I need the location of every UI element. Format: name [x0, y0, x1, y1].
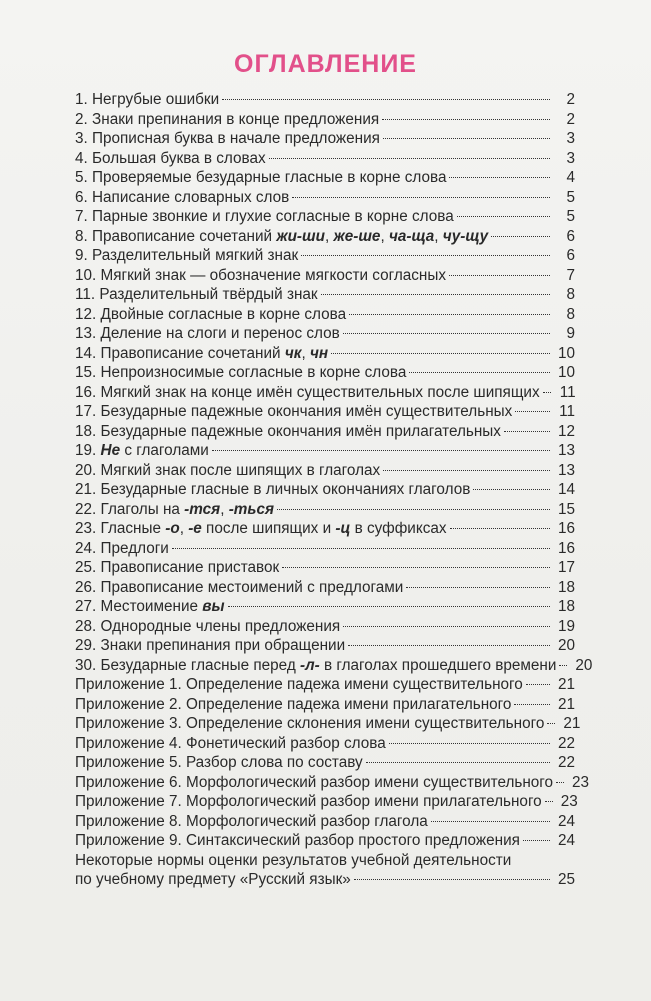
toc-entry-title — [75, 383, 540, 403]
dot-leader — [449, 275, 550, 276]
toc-entry — [75, 324, 575, 344]
dot-leader — [526, 684, 550, 685]
toc-entry-text: 6. Написание словарных слов — [75, 188, 290, 206]
toc-page-number: 18 — [557, 578, 575, 596]
toc-entry-title — [75, 852, 511, 869]
toc-entry-text: 3. Прописная буква в начале предложения — [75, 130, 380, 147]
toc-entry — [75, 266, 575, 286]
toc-entry-text: 13. Деление на слоги и перенос слов — [75, 325, 340, 342]
toc-page-number: 23 — [572, 773, 590, 791]
toc-entry-text: Приложение 3. Определение склонения имени существительного — [75, 715, 545, 732]
toc-entry-title — [75, 188, 289, 208]
toc-entry-title — [75, 519, 447, 539]
toc-entry-text: 9. Разделительный мягкий знак — [75, 247, 299, 264]
toc-entry-text: 26. Правописание местоимений с предлогами — [75, 578, 404, 596]
toc-page-number: 6 — [566, 227, 575, 245]
toc-page-number: 25 — [557, 871, 575, 888]
toc-entry-text: после шипящих и — [201, 520, 336, 537]
dot-leader — [277, 509, 550, 510]
toc-entry-title — [75, 792, 542, 812]
toc-entry-emphasis: ча-ща — [388, 227, 435, 245]
toc-entry-emphasis: -е — [188, 520, 202, 537]
toc-entry — [75, 714, 581, 734]
toc-entry — [75, 812, 575, 832]
toc-entry-text: 16. Мягкий знак на конце имён существительных после шипящих — [75, 383, 540, 401]
toc-page-number: 19 — [557, 617, 575, 635]
toc-entry-title — [75, 441, 209, 461]
toc-entry — [75, 519, 575, 539]
dot-leader — [523, 840, 550, 841]
dot-leader — [269, 158, 550, 159]
toc-entry-emphasis: чн — [309, 344, 329, 362]
toc-entry-text: 20. Мягкий знак после шипящих в глаголах — [75, 461, 381, 479]
toc-entry-title — [75, 617, 340, 637]
dot-leader — [383, 138, 550, 139]
toc-entry-text: 5. Проверяемые безударные гласные в корне слова — [75, 169, 447, 186]
toc-entry-text: в глаголах прошедшего времени — [319, 656, 557, 674]
toc-entry-title — [75, 714, 544, 734]
toc-entry-title — [75, 597, 225, 617]
toc-entry — [75, 500, 575, 520]
dot-leader — [514, 704, 550, 705]
toc-entry-title — [75, 402, 512, 422]
toc-page-number: 2 — [566, 91, 575, 108]
toc-entry-title — [75, 578, 403, 598]
toc-entry — [75, 188, 575, 208]
dot-leader — [321, 294, 550, 295]
toc-entry-title — [75, 149, 266, 169]
dot-leader — [457, 216, 550, 217]
toc-entry — [75, 383, 575, 403]
toc-entry — [75, 539, 575, 559]
toc-entry-title — [75, 461, 380, 481]
dot-leader — [491, 236, 550, 237]
toc-entry — [75, 870, 575, 890]
toc-entry — [75, 168, 575, 188]
toc-entry-text: , — [324, 227, 334, 245]
toc-page-number: 14 — [557, 481, 575, 498]
toc-page-number: 20 — [575, 656, 593, 674]
toc-page-number: 16 — [557, 539, 575, 557]
toc-entry-text: , — [301, 344, 310, 362]
toc-entry-title — [75, 344, 328, 364]
toc-entry — [75, 305, 575, 325]
toc-entry — [75, 792, 578, 812]
toc-entry-text: 18. Безударные падежные окончания имён прилагательных — [75, 422, 501, 440]
dot-leader — [228, 606, 550, 607]
dot-leader — [172, 548, 550, 549]
toc-entry — [75, 110, 575, 130]
toc-page-number: 21 — [557, 676, 575, 693]
toc-entry-text: , — [179, 520, 189, 537]
toc-entry-title — [75, 168, 446, 188]
toc-entry-text: 4. Большая буква в словах — [75, 149, 266, 167]
toc-entry — [75, 422, 575, 442]
toc-entry — [75, 441, 575, 461]
toc-entry-text: 19. — [75, 442, 101, 459]
dot-leader — [449, 177, 550, 178]
toc-entry-title — [75, 500, 274, 520]
dot-leader — [409, 372, 550, 373]
toc-entry-text: Приложение 4. Фонетический разбор слова — [75, 734, 386, 752]
dot-leader — [301, 255, 550, 256]
toc-entry-text: Приложение 2. Определение падежа имени прилагательного — [75, 695, 512, 713]
toc-entry-text: 25. Правописание приставок — [75, 559, 280, 576]
toc-entry — [75, 480, 575, 500]
toc-entry-title — [75, 870, 351, 890]
toc-entry-emphasis: -л- — [300, 656, 320, 674]
dot-leader — [406, 587, 550, 588]
toc-entry — [75, 207, 575, 227]
toc-entry-title — [75, 831, 520, 851]
toc-page-number: 5 — [566, 188, 575, 206]
toc-entry — [75, 402, 575, 422]
toc-page-number: 5 — [566, 208, 575, 225]
toc-entry-text: 22. Глаголы на — [75, 500, 185, 518]
dot-leader — [343, 626, 550, 627]
toc-page-number: 10 — [557, 364, 575, 381]
dot-leader — [222, 99, 550, 100]
toc-entry-text: , — [220, 500, 229, 518]
toc-entry-title — [75, 110, 379, 130]
toc-page-number: 15 — [557, 500, 575, 518]
toc-entry-title — [75, 812, 428, 832]
toc-entry — [75, 831, 575, 851]
toc-entry — [75, 285, 575, 305]
dot-leader — [504, 431, 550, 432]
dot-leader — [559, 665, 567, 666]
toc-entry-title — [75, 656, 556, 676]
toc-page-number: 3 — [566, 149, 575, 167]
dot-leader — [545, 801, 553, 802]
toc-entry — [75, 578, 575, 598]
toc-page-number: 8 — [566, 286, 575, 303]
toc-entry-text: 28. Однородные члены предложения — [75, 617, 341, 635]
toc-entry — [75, 656, 593, 676]
toc-entry-title — [75, 207, 454, 227]
toc-entry-text: 10. Мягкий знак — обозначение мягкости согласных — [75, 266, 447, 284]
toc-page-number: 12 — [557, 422, 575, 440]
toc-entry-title — [75, 773, 553, 793]
toc-entry-title — [75, 246, 298, 266]
toc-entry-title — [75, 753, 363, 773]
toc-entry — [75, 851, 575, 871]
toc-entry — [75, 636, 575, 656]
toc-page-number: 22 — [557, 734, 575, 752]
toc-page-number: 2 — [566, 110, 575, 128]
dot-leader — [354, 879, 550, 880]
toc-entry-text: 11. Разделительный твёрдый знак — [75, 286, 318, 303]
toc-entry-text: Приложение 6. Морфологический разбор имени существительного — [75, 773, 554, 791]
toc-entry-text: 12. Двойные согласные в корне слова — [75, 305, 347, 323]
toc-entry — [75, 149, 575, 169]
toc-page-number: 7 — [566, 266, 575, 284]
toc-entry-text: , — [434, 227, 443, 245]
toc-page-number: 13 — [557, 461, 575, 479]
toc-page-number: 22 — [557, 754, 575, 771]
toc-entry-text: по учебному предмету «Русский язык» — [75, 871, 351, 888]
toc-entry-title — [75, 539, 169, 559]
toc-entry-text: 8. Правописание сочетаний — [75, 227, 277, 245]
toc-entry-title — [75, 695, 511, 715]
toc-entry-title — [75, 90, 219, 110]
toc-entry-emphasis: же-ше — [333, 227, 381, 245]
toc-entry — [75, 461, 575, 481]
toc-entry-text: Приложение 1. Определение падежа имени существительного — [75, 676, 523, 693]
toc-entry-text: Некоторые нормы оценки результатов учебной деятельности — [75, 851, 512, 869]
toc-page-number: 24 — [557, 812, 575, 830]
toc-entry — [75, 90, 575, 110]
dot-leader — [282, 567, 550, 568]
toc-entry-text: 7. Парные звонкие и глухие согласные в корне слова — [75, 208, 454, 225]
dot-leader — [292, 197, 550, 198]
toc-entry-title — [75, 558, 279, 578]
dot-leader — [556, 782, 564, 783]
toc-entry — [75, 617, 575, 637]
dot-leader — [547, 723, 555, 724]
dot-leader — [389, 743, 550, 744]
toc-entry-title — [75, 129, 380, 149]
toc-entry-text: Приложение 7. Морфологический разбор имени прилагательного — [75, 793, 542, 810]
toc-entry-title — [75, 363, 406, 383]
table-of-contents — [75, 90, 593, 890]
toc-entry-text: 27. Местоимение — [75, 598, 203, 615]
toc-page-number: 20 — [557, 637, 575, 654]
dot-leader — [515, 411, 550, 412]
toc-page-number: 23 — [560, 793, 578, 810]
toc-entry — [75, 734, 575, 754]
toc-entry — [75, 558, 575, 578]
dot-leader — [543, 392, 551, 393]
toc-entry — [75, 246, 575, 266]
toc-page-number: 3 — [566, 130, 575, 147]
toc-entry — [75, 344, 575, 364]
toc-entry — [75, 753, 575, 773]
toc-entry — [75, 227, 575, 247]
toc-entry-emphasis: -тся — [184, 500, 221, 518]
toc-entry — [75, 129, 575, 149]
dot-leader — [349, 314, 550, 315]
toc-entry-emphasis: жи-ши — [276, 227, 325, 245]
toc-page-number: 13 — [557, 442, 575, 459]
toc-page-number: 11 — [559, 383, 576, 401]
dot-leader — [473, 489, 550, 490]
toc-entry-emphasis: Не — [100, 442, 121, 459]
dot-leader — [383, 470, 550, 471]
toc-entry-title — [75, 480, 470, 500]
toc-entry-text: 30. Безударные гласные перед — [75, 656, 301, 674]
toc-entry-title — [75, 266, 446, 286]
toc-entry-text: Приложение 9. Синтаксический разбор простого предложения — [75, 832, 520, 849]
toc-entry-title — [75, 675, 523, 695]
toc-entry-text: в суффиксах — [350, 520, 447, 537]
dot-leader — [212, 450, 550, 451]
toc-page-number: 11 — [559, 403, 575, 420]
toc-page-number: 10 — [557, 344, 575, 362]
toc-entry-title — [75, 227, 488, 247]
toc-entry-text: 15. Непроизносимые согласные в корне слова — [75, 364, 407, 381]
dot-leader — [366, 762, 550, 763]
toc-entry-title — [75, 285, 318, 305]
toc-entry-emphasis: вы — [202, 598, 225, 615]
toc-page-number: 21 — [557, 695, 575, 713]
dot-leader — [343, 333, 550, 334]
toc-entry-text: , — [380, 227, 389, 245]
toc-entry-text: 23. Гласные — [75, 520, 166, 537]
toc-entry-text: 1. Негрубые ошибки — [75, 91, 220, 108]
toc-entry-emphasis: чу-щу — [442, 227, 489, 245]
toc-entry-text: Приложение 8. Морфологический разбор глагола — [75, 812, 428, 830]
toc-entry-text: Приложение 5. Разбор слова по составу — [75, 754, 363, 771]
toc-entry-text: 2. Знаки препинания в конце предложения — [75, 110, 380, 128]
toc-entry-emphasis: -ц — [335, 520, 351, 537]
toc-page-number: 8 — [566, 305, 575, 323]
toc-entry — [75, 675, 575, 695]
toc-entry-text: 21. Безударные гласные в личных окончаниях глаголов — [75, 481, 471, 498]
toc-entry-emphasis: -ться — [228, 500, 274, 518]
toc-page-number: 9 — [566, 325, 575, 342]
page-title: ОГЛАВЛЕНИЕ — [234, 50, 417, 78]
toc-entry-text: 17. Безударные падежные окончания имён существительных — [75, 403, 513, 420]
toc-page-number: 16 — [557, 520, 575, 537]
toc-entry-title — [75, 324, 340, 344]
toc-entry-title — [75, 734, 386, 754]
toc-entry — [75, 363, 575, 383]
toc-page-number: 4 — [566, 169, 575, 186]
toc-entry-text: 24. Предлоги — [75, 539, 169, 557]
dot-leader — [450, 528, 550, 529]
toc-entry-emphasis: чк — [284, 344, 302, 362]
toc-entry-text: 29. Знаки препинания при обращении — [75, 637, 346, 654]
toc-page-number: 17 — [557, 559, 575, 576]
toc-entry-emphasis: -о — [165, 520, 180, 537]
toc-page-number: 24 — [557, 832, 575, 849]
dot-leader — [431, 821, 550, 822]
dot-leader — [382, 119, 550, 120]
toc-page-number: 21 — [563, 715, 581, 732]
toc-page-number: 18 — [557, 598, 575, 615]
toc-entry — [75, 773, 590, 793]
toc-entry-title — [75, 422, 501, 442]
dot-leader — [331, 353, 550, 354]
toc-entry-title — [75, 305, 346, 325]
toc-entry-title — [75, 636, 345, 656]
toc-entry — [75, 597, 575, 617]
toc-entry-text: с глаголами — [120, 442, 209, 459]
dot-leader — [348, 645, 550, 646]
toc-entry-text: 14. Правописание сочетаний — [75, 344, 285, 362]
toc-entry — [75, 695, 575, 715]
toc-page-number: 6 — [566, 247, 575, 264]
